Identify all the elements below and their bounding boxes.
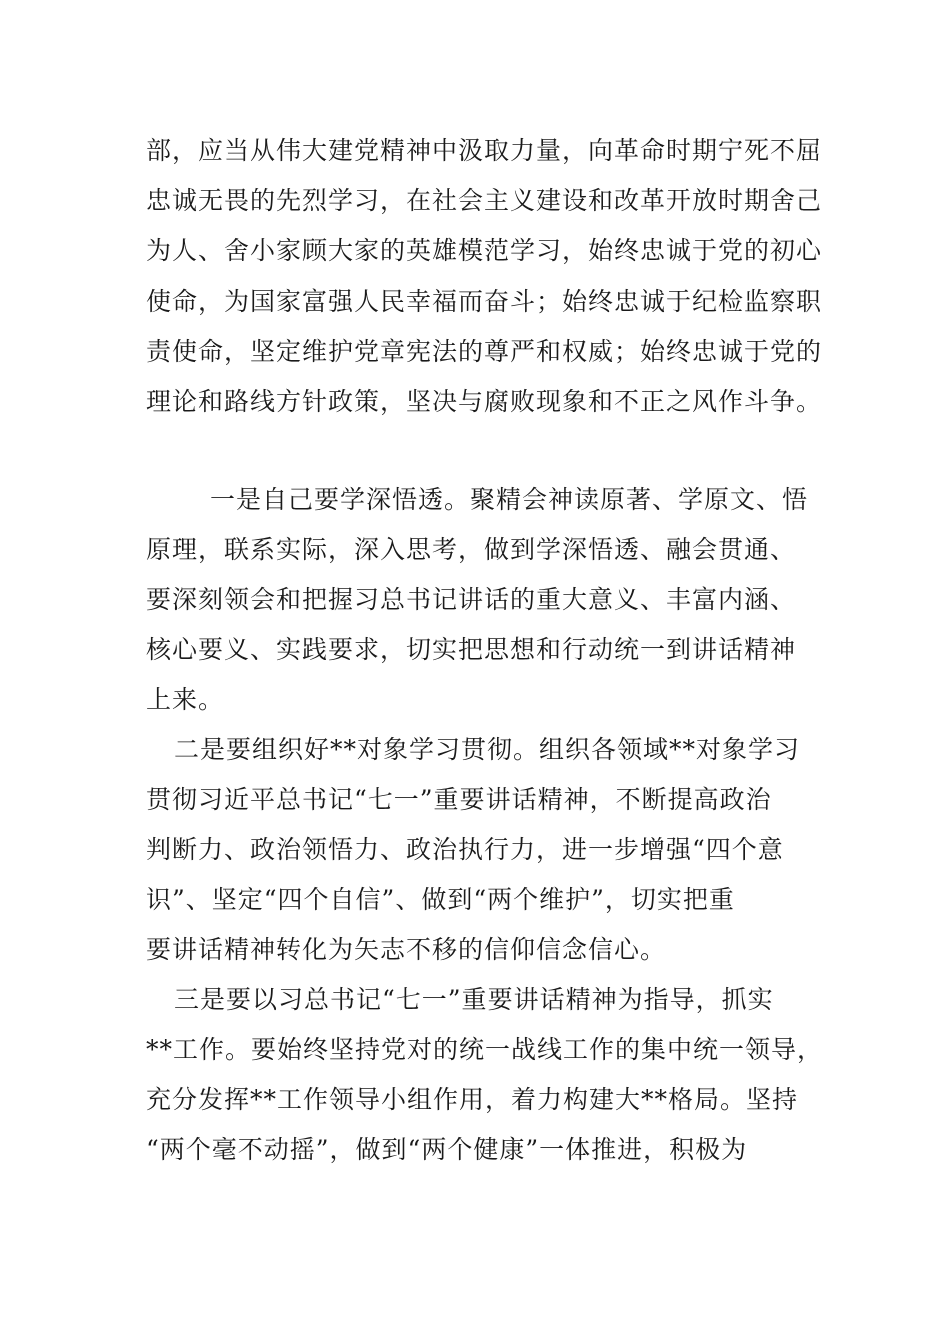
paragraph-1-line-5: 责使命，坚定维护党章宪法的尊严和权威；始终忠诚于党的 [146,337,823,366]
paragraph-4-line-1: 三是要以习总书记“七一”重要讲话精神为指导，抓实 [174,985,774,1014]
paragraph-2-line-2: 原理，联系实际，深入思考，做到学深悟透、融会贯通、 [146,535,797,564]
paragraph-1-line-6: 理论和路线方针政策，坚决与腐败现象和不正之风作斗争。 [146,387,823,416]
paragraph-3-line-4: 识”、坚定“四个自信”、做到“两个维护”，切实把重 [146,885,735,914]
paragraph-2-line-5: 上来。 [146,685,225,714]
paragraph-3-line-5: 要讲话精神转化为矢志不移的信仰信念信心。 [146,935,667,964]
paragraph-3-line-2: 贯彻习近平总书记“七一”重要讲话精神，不断提高政治 [146,785,772,814]
paragraph-1-line-4: 使命，为国家富强人民幸福而奋斗；始终忠诚于纪检监察职 [146,287,823,316]
paragraph-1-line-2: 忠诚无畏的先烈学习，在社会主义建设和改革开放时期舍己 [146,186,823,215]
paragraph-3-line-3: 判断力、政治领悟力、政治执行力，进一步增强“四个意 [146,835,784,864]
paragraph-1-line-1: 部，应当从伟大建党精神中汲取力量，向革命时期宁死不屈 [146,136,823,165]
paragraph-1-line-3: 为人、舍小家顾大家的英雄模范学习，始终忠诚于党的初心 [146,236,823,265]
paragraph-4-line-3: 充分发挥**工作领导小组作用，着力构建大**格局。坚持 [146,1085,799,1114]
paragraph-2-line-1: 一是自己要学深悟透。聚精会神读原著、学原文、悟 [210,485,809,514]
paragraph-3-line-1: 二是要组织好**对象学习贯彻。组织各领域**对象学习 [174,735,801,764]
paragraph-2-line-4: 核心要义、实践要求，切实把思想和行动统一到讲话精神 [146,635,797,664]
paragraph-4-line-4: “两个毫不动摇”，做到“两个健康”一体推进，积极为 [146,1135,748,1164]
paragraph-4-line-2: **工作。要始终坚持党对的统一战线工作的集中统一领导， [146,1035,824,1064]
paragraph-2-line-3: 要深刻领会和把握习总书记讲话的重大意义、丰富内涵、 [146,585,797,614]
